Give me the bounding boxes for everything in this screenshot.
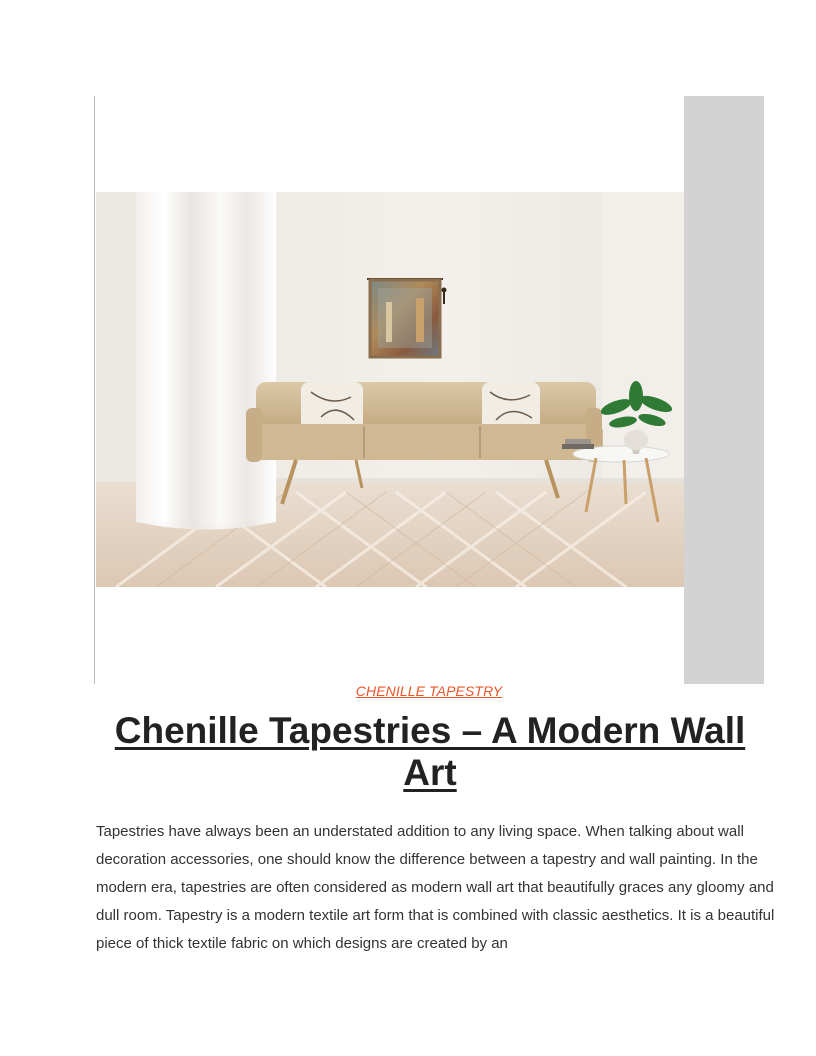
hero-image xyxy=(96,192,684,587)
category-link[interactable]: CHENILLE TAPESTRY xyxy=(355,683,503,699)
article-title: Chenille Tapestries – A Modern Wall Art xyxy=(114,710,746,793)
sidebar-placeholder xyxy=(684,96,764,684)
article-body: Tapestries have always been an understated addition to any living space. When talking about wall decoration accessories, one should know the difference between a tapestry and wall painting. In the modern era, tapestries are often considered as modern wall art that beautifully graces any gloomy and dull room. Tapestry is a modern textile art form that is combined with classic aesthetics. It is a beautiful piece of thick textile fabric on which designs are created by an xyxy=(96,823,775,952)
